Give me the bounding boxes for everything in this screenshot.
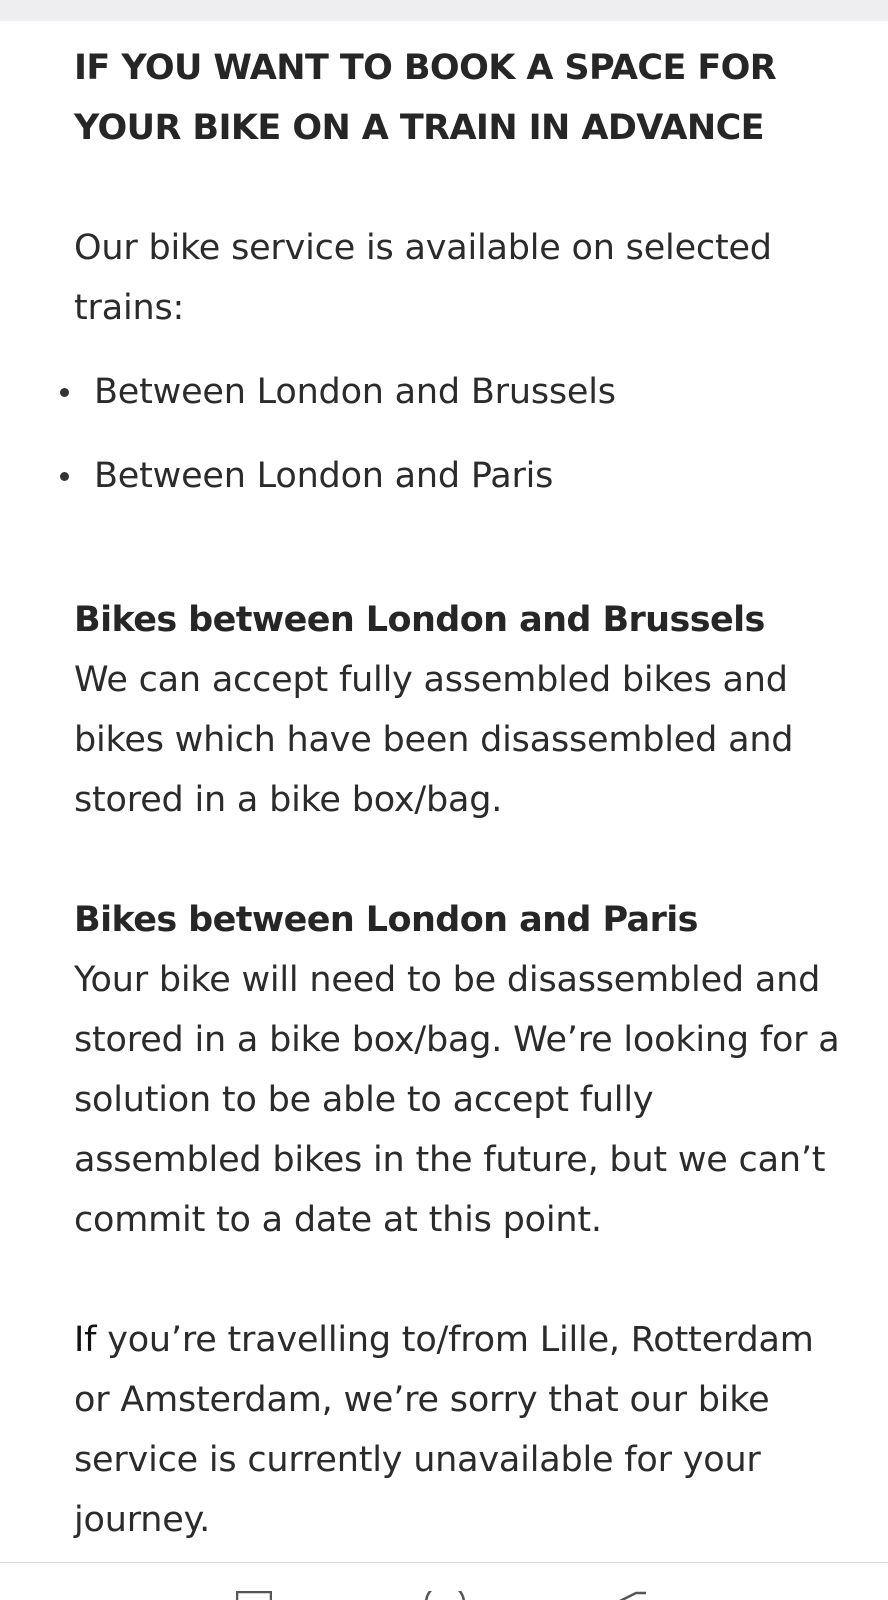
page-heading: IF YOU WANT TO BOOK A SPACE FOR YOUR BIKE ON A TRAIN IN ADVANCE — [74, 48, 777, 148]
spacer — [74, 530, 844, 590]
bullet-icon — [60, 472, 69, 481]
unavailable-first-word: If — [74, 1320, 97, 1360]
paris-subheading: Bikes between London and Paris — [74, 900, 698, 940]
paris-text: Your bike will need to be disassembled and stored in a bike box/bag. We’re looking for a solution to be able to accept fully assembled bikes in the future, but we can’t commit to a date at this point. — [74, 960, 840, 1240]
bullet-icon — [60, 388, 69, 397]
navigation-bar — [0, 1562, 888, 1600]
brussels-text: We can accept fully assembled bikes and bikes which have been disassembled and stored in a bike box/bag. — [74, 660, 794, 820]
unavailable-text — [74, 1310, 844, 1550]
status-bar-strip — [0, 0, 888, 21]
brussels-subheading: Bikes between London and Brussels — [74, 600, 765, 640]
list-item — [60, 446, 844, 506]
article-content — [74, 38, 844, 1550]
route-list — [60, 362, 844, 506]
spacer — [74, 830, 844, 890]
spacer — [74, 158, 844, 218]
unavailable-body: you’re travelling to/from Lille, Rotterdam or Amsterdam, we’re sorry that our bike service is currently unavailable for your journey. — [74, 1320, 814, 1540]
recent-apps-icon[interactable] — [236, 1591, 272, 1600]
home-icon[interactable] — [424, 1591, 466, 1600]
list-item — [60, 362, 844, 422]
intro-text: Our bike service is available on selected trains: — [74, 228, 772, 328]
back-icon[interactable] — [612, 1591, 648, 1600]
spacer — [74, 1250, 844, 1310]
route-label: Between London and Paris — [94, 456, 554, 496]
route-label: Between London and Brussels — [94, 372, 616, 412]
